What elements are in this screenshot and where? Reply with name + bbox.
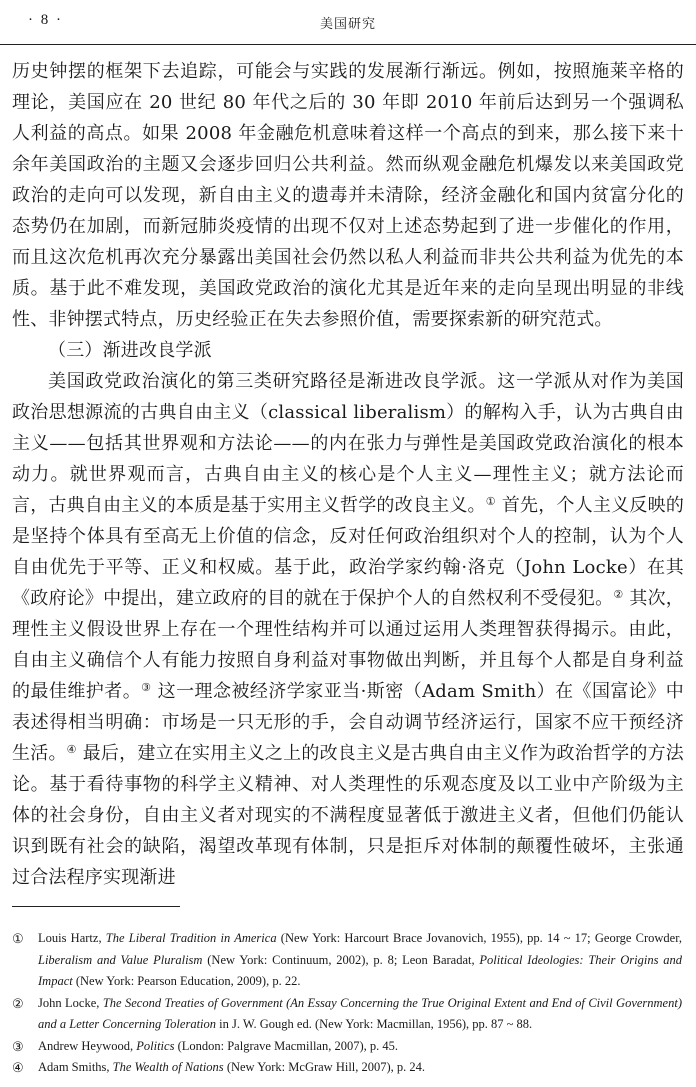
- footnote-mark: ③: [12, 1038, 24, 1054]
- footnote-ref-3[interactable]: ③: [141, 681, 152, 694]
- footnote-mark: ②: [12, 995, 24, 1011]
- footnote-1: [12, 928, 682, 993]
- footnote-segment: (New York: Continuum, 2002), p. 8; Leon Baradat,: [202, 952, 480, 967]
- footnote-segment: in J. W. Gough ed. (New York: Macmillan, 1956), pp. 87 ~ 88.: [216, 1017, 533, 1031]
- footnote-text: [38, 928, 682, 993]
- footnote-segment: Adam Smiths,: [38, 1060, 113, 1074]
- footnote-2: [12, 993, 682, 1036]
- running-head: 美国研究: [319, 17, 376, 32]
- footnote-mark: ④: [12, 1060, 24, 1075]
- footnote-segment: Louis Hartz,: [38, 931, 106, 945]
- footnote-divider: [12, 906, 180, 907]
- footnote-segment: (New York: Pearson Education, 2009), p. 22.: [72, 974, 301, 988]
- footnote-text: [38, 993, 682, 1036]
- footnote-4: [12, 1057, 682, 1079]
- footnote-ref-4[interactable]: ④: [66, 743, 77, 756]
- footnote-segment: John Locke,: [38, 995, 103, 1010]
- page-header: [0, 0, 696, 45]
- footnote-3: [12, 1036, 682, 1058]
- footnote-segment: Andrew Heywood,: [38, 1038, 137, 1053]
- footnote-segment: (New York: McGraw Hill, 2007), p. 24.: [223, 1060, 426, 1074]
- paragraph-text: 这一理念被经济学家亚当·斯密（Adam Smith）在《国富论》中表述得相当明确：市场是一只无形的手，会自动调节经济运行，国家不应干预经济生活。: [12, 681, 684, 764]
- paragraph: [12, 366, 684, 893]
- body-text: [12, 56, 684, 893]
- footnote-segment: (New York: Harcourt Brace Jovanovich, 1955), pp. 14 ~ 17; George Crowder,: [276, 931, 682, 945]
- footnote-ref-2[interactable]: ②: [613, 588, 624, 601]
- footnote-ref-1[interactable]: ①: [485, 495, 496, 508]
- paragraph-text: 首先，个人主义反映的是坚持个体具有至高无上价值的信念，反对任何政治组织对个人的控制，认为个人自由优先于平等、正义和权威。基于此，政治学家约翰·洛克（John Locke）在其《政府论》中提出，建立政府的目的就在于保护个人的自然权利不受侵犯。: [12, 495, 685, 609]
- footnotes: [12, 928, 682, 1079]
- paragraph-text: 最后，建立在实用主义之上的改良主义是古典自由主义作为政治哲学的方法论。基于看待事物的科学主义精神、对人类理性的乐观态度及以工业中产阶级为主体的社会身份，自由主义者对现实的不满程度显著低于激进主义者，但他们仍能认识到既有社会的缺陷，渴望改革现有体制，只是拒斥对体制的颠覆性破坏，主张通过合法程序实现渐进: [12, 743, 684, 888]
- paragraph-text: 美国政党政治演化的第三类研究路径是渐进改良学派。这一学派从对作为美国政治思想源流的古典自由主义（classical liberalism）的解构入手，认为古典自由主义——包括其世界观和方法论——的内在张力与弹性是美国政党政治演化的根本动力。就世界观而言，古典自由主义的核心是个人主义—理性主义；就方法论而言，古典自由主义的本质是基于实用主义哲学的改良主义。: [12, 371, 684, 516]
- paragraph: 历史钟摆的框架下去追踪，可能会与实践的发展渐行渐远。例如，按照施莱辛格的理论，美国应在 20 世纪 80 年代之后的 30 年即 2010 年前后达到另一个强调私人利益的高点。如果 2008 年金融危机意味着这样一个高点的到来，那么接下来十余年美国政治的主题又会逐步回归公共利益。然而纵观金融危机爆发以来美国政党政治的走向可以发现，新自由主义的遗毒并未清除，经济金融化和国内贫富分化的态势仍在加剧，而新冠肺炎疫情的出现不仅对上述态势起到了进一步催化的作用，而且这次危机再次充分暴露出美国社会仍然以私人利益而非共公共利益为优先的本质。基于此不难发现，美国政党政治的演化尤其是近年来的走向呈现出明显的非线性、非钟摆式特点，历史经验正在失去参照价值，需要探索新的研究范式。: [12, 61, 684, 330]
- footnote-title: The Wealth of Nations: [112, 1060, 224, 1074]
- footnote-title: Politics: [136, 1038, 175, 1053]
- paragraph-text: 其次，理性主义假设世界上存在一个理性结构并可以通过运用人类理智获得揭示。由此，自由主义确信个人有能力按照自身利益对事物做出判断，并且每个人都是自身利益的最佳维护者。: [12, 588, 684, 702]
- footnote-title: Political Ideologies: Their Origins and Impact: [38, 952, 682, 988]
- footnote-mark: ①: [12, 931, 24, 946]
- footnote-text: [38, 1036, 682, 1058]
- footnote-segment: (London: Palgrave Macmillan, 2007), p. 45.: [174, 1038, 399, 1053]
- section-heading: （三）渐进改良学派: [48, 340, 212, 361]
- page-number: · 8 ·: [28, 12, 63, 28]
- footnote-title: Liberalism and Value Pluralism: [38, 952, 203, 967]
- footnote-title: The Liberal Tradition in America: [105, 931, 277, 945]
- footnote-text: [38, 1057, 682, 1079]
- footnote-title: The Second Treaties of Government (An Essay Concerning the True Original Extent and End of Civil Government) and a Letter Concerning Toleration: [38, 995, 682, 1031]
